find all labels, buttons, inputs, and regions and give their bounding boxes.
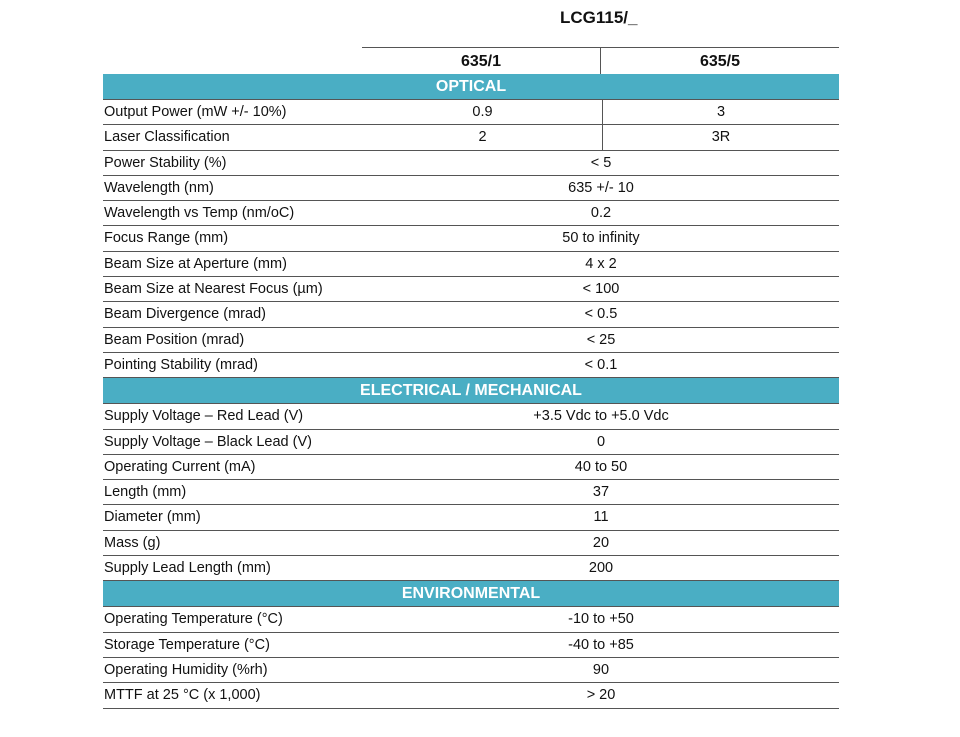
row-value: 4 x 2 — [585, 255, 617, 272]
table-row — [103, 277, 839, 302]
section-header: ELECTRICAL / MECHANICAL — [103, 378, 839, 404]
product-title: LCG115/_ — [560, 8, 638, 27]
row-label: Beam Size at Aperture (mm) — [104, 255, 287, 272]
row-label: Pointing Stability (mrad) — [104, 356, 258, 373]
row-value: < 100 — [582, 281, 620, 298]
table-row — [103, 176, 839, 201]
row-label: Laser Classification — [104, 129, 230, 146]
row-label: Beam Size at Nearest Focus (µm) — [104, 281, 323, 298]
table-row — [103, 658, 839, 683]
row-label: Length (mm) — [104, 484, 187, 501]
table-row — [103, 607, 839, 632]
table-row — [103, 125, 839, 150]
row-label: Output Power (mW +/- 10%) — [104, 104, 287, 120]
section-header: ENVIRONMENTAL — [103, 581, 839, 607]
table-row — [103, 683, 839, 708]
section-header: OPTICAL — [103, 74, 839, 100]
row-value: < 5 — [590, 154, 612, 171]
table-row — [103, 353, 839, 378]
row-value: 37 — [592, 484, 610, 501]
spec-table — [103, 74, 839, 709]
table-row — [103, 556, 839, 581]
row-value: < 0.1 — [584, 356, 618, 373]
row-value: 90 — [592, 661, 610, 678]
row-value: 3R — [602, 125, 839, 149]
row-value: 0 — [596, 433, 606, 450]
table-row — [103, 430, 839, 455]
row-label: Wavelength vs Temp (nm/oC) — [104, 205, 295, 222]
row-label: Focus Range (mm) — [104, 230, 229, 247]
row-label: Operating Current (mA) — [104, 458, 256, 475]
table-row — [103, 201, 839, 226]
row-label: Supply Lead Length (mm) — [104, 560, 271, 577]
row-label: Operating Humidity (%rh) — [104, 661, 268, 678]
row-label: MTTF at 25 °C (x 1,000) — [104, 687, 261, 704]
table-row — [103, 404, 839, 429]
row-label: Supply Voltage – Red Lead (V) — [104, 408, 304, 425]
table-row — [103, 226, 839, 251]
row-value: 40 to 50 — [574, 458, 628, 475]
row-value: < 0.5 — [584, 306, 618, 323]
table-row — [103, 302, 839, 327]
table-row — [103, 633, 839, 658]
table-row — [103, 480, 839, 505]
column-header — [362, 47, 839, 75]
row-label: Operating Temperature (°C) — [104, 611, 283, 628]
row-label: Supply Voltage – Black Lead (V) — [104, 433, 312, 450]
row-value: -40 to +85 — [568, 636, 634, 653]
row-label: Storage Temperature (°C) — [104, 636, 270, 653]
table-row — [103, 252, 839, 277]
row-value: 50 to infinity — [562, 230, 640, 247]
row-label: Power Stability (%) — [104, 154, 227, 171]
row-value: 635 +/- 10 — [568, 179, 634, 196]
table-row — [103, 151, 839, 176]
row-label: Beam Divergence (mrad) — [104, 306, 266, 323]
row-label: Mass (g) — [104, 534, 161, 551]
row-value: 2 — [478, 129, 487, 146]
row-value: 3 — [602, 100, 839, 124]
table-row — [103, 505, 839, 530]
row-value: 11 — [593, 509, 609, 526]
row-value: < 25 — [586, 331, 616, 348]
column-header-635-1: 635/1 — [460, 53, 502, 70]
row-value: -10 to +50 — [568, 611, 634, 628]
table-row — [103, 455, 839, 480]
column-header-635-5: 635/5 — [600, 48, 839, 75]
row-value: 200 — [588, 560, 614, 577]
row-label: Beam Position (mrad) — [104, 331, 245, 348]
table-row — [103, 531, 839, 556]
table-row — [103, 328, 839, 353]
row-value: 0.9 — [472, 104, 493, 120]
row-value: 0.2 — [590, 205, 612, 222]
row-value: +3.5 Vdc to +5.0 Vdc — [533, 408, 669, 425]
row-value: 20 — [592, 534, 610, 551]
table-row — [103, 100, 839, 125]
row-value: > 20 — [586, 687, 616, 704]
row-label: Diameter (mm) — [104, 509, 201, 526]
row-label: Wavelength (nm) — [104, 179, 214, 196]
